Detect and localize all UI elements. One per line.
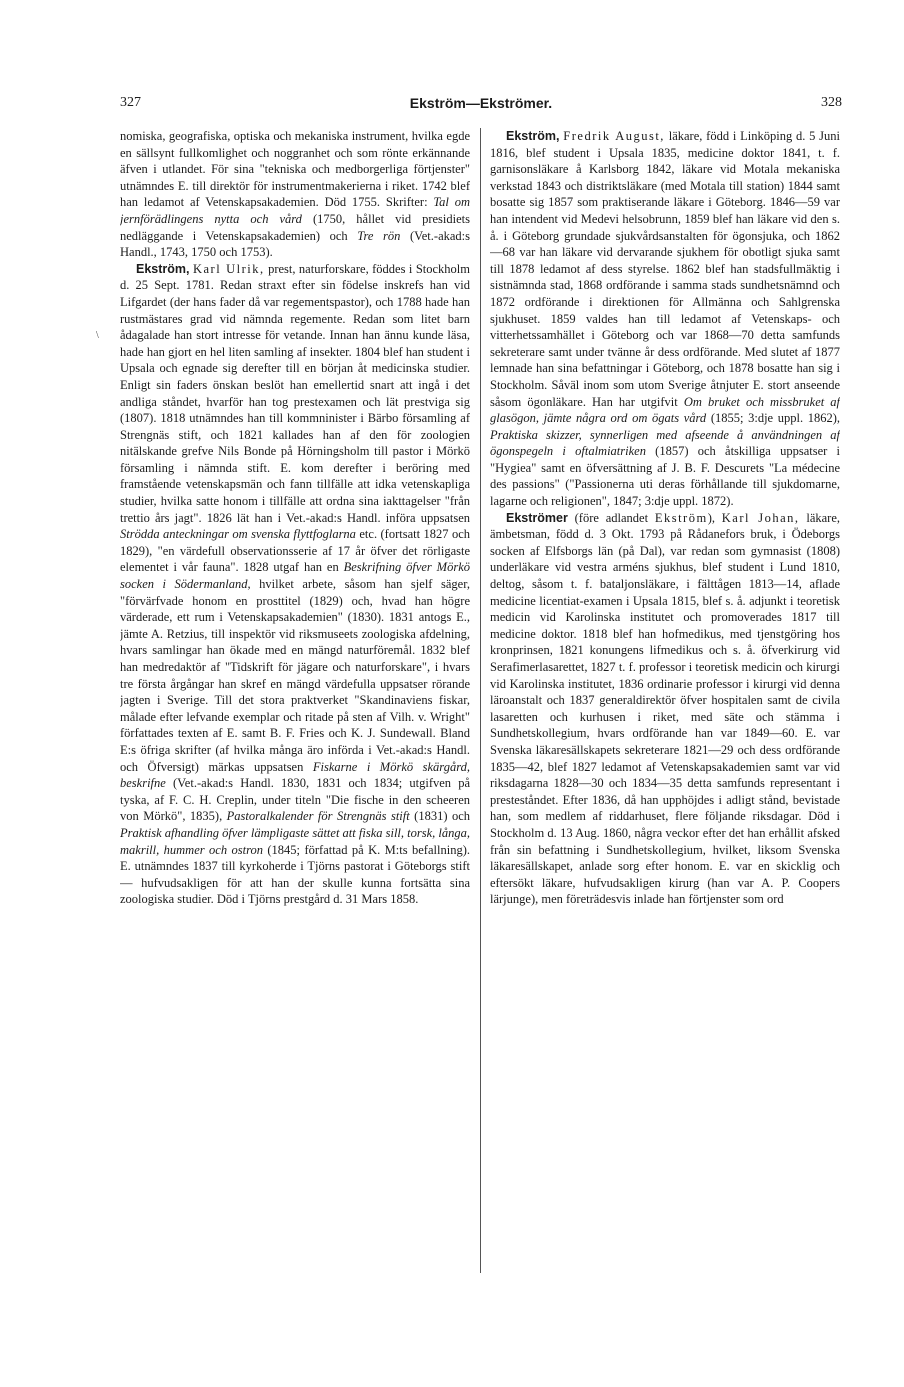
left-column [120, 128, 470, 1273]
running-title: Ekström—Ekströmer. [409, 95, 553, 111]
entry-ekstromer-karl-johan: Ekströmer (före adlandet Ekström), Karl Johan, läkare, ämbetsman, född d. 3 Okt. 1793 på Rådanefors bruk, i Ödeborgs socken af Elfsborgs län (på Dal), var redan som gymnasist (1808) underläkare vid vestra arméns sjukhus, blef student i Lund 1810, deltog, såsom t. f. bataljonsläkare, i fälttågen 1813—14, aflade medicine licentiat-examen i Upsala 1815, blef s. å. adjunkt i teoretisk medicin vid Karolinska institutet och promoverades 1817 till medicine doktor. 1818 blef han hofmedikus, med tjenstgöring hos kronprinsen, 1821 konungens lifmedikus och s. å. öfverkirurg vid Serafimerlasarettet, 1827 t. f. professor i teoretisk medicin och kirurgi vid Karolinska institutet, 1836 ordinarie professor i kirurgi vid denna läroanstalt och 1837 generaldirektör öfver hospitalen samt de civila lasaretten och kurhusen i riket, med säte och stämma i Sundhetskollegium, hvars ordförande han var 1849—60. E. var Svenska läkaresällskapets sekreterare 1821—29 och dess ordförande 1835—42, blef 1827 ledamot af Vetenskapsakademien samt var vid riksdagarna 1828—30 och 1834—35 detta samfunds representant i presteståndet. Efter 1836, då han upphöjdes i adligt stånd, bevistade han, som medlem af riddarhuset, flere följande riksdagar. Död i Stockholm d. 13 Aug. 1860, några veckor efter det han erhållit afsked från sin befattning i Sundhetskollegium, hvilket, liksom Svenska läkaresällskapet, anlade sorg efter honom. E. var en skicklig och eftersökt läkare, hufvudsakligen kirurg (han var A. P. Coopers lärjunge), men företrädesvis inlade han förtjenster som ord [490, 510, 840, 907]
column-divider [480, 128, 481, 1273]
margin-mark: \ [96, 330, 99, 341]
entry-ekstrom-karl-ulrik: Ekström, Karl Ulrik, prest, naturforskare, föddes i Stockholm d. 25 Sept. 1781. Redan straxt efter sin födelse inskrefs han vid Lifgardet (der hans fader då var regementspastor), och 1788 hade han rustmästares grad vid nämnda regemente. Redan som litet barn ådagalade han stort intresse för vetande. Innan han ännu kunde läsa, hade han gjort en hel liten samling af insekter. 1804 blef han student i Upsala och egnade sig derefter till en början åt medicinska studier. Enligt sin faders önskan beslöt han emellertid snart att ingå i det andliga ståndet, hvarför han tog prestexamen och lät prestviga sig (1807). 1818 utnämndes han till kommninister i Bärbo församling af Strengnäs stift, och 1821 kallades han af den för zoologien nitälskande grefve Nils Bonde på Hörningsholm till pastor i Mörkö församling i nämnda stift. E. kom derefter i beröring med framstående vetenskapsmän och fann tillfälle att idka vetenskapliga studier, hvilka satte honom i tillfälle att ordna sina iakttagelser "från trettio års jagt". 1826 lät han i Vet.-akad:s Handl. införa uppsatsen Strödda anteckningar om svenska flyttfoglarna etc. (fortsatt 1827 och 1829), "en värdefull observationsserie af 17 år öfver det rörligaste elementet i vår fauna". 1828 utgaf han en Beskrifning öfver Mörkö socken i Södermanland, hvilket arbete, såsom han sjelf säger, "förvärfvade honom en prosttitel (1829) och, hvad han högre värderade, ett rum i Vetenskapsakademien" (1830). 1831 antogs E., jämte A. Retzius, till inspektör vid riksmuseets zoologiska afdelning, hvars samlingar han ökade med en mängd naturföremål. 1832 blef han medredaktör af "Tidskrift för jägare och naturforskare", i hvars tre första årgångar han skref en mängd värdefulla uppsatser rörande jagten i Sverige. Till det stora praktverket "Skandinaviens fiskar, målade efter lefvande exemplar och ritade på sten af Vilh. v. Wright" författades texten af E. samt B. F. Fries och K. J. Sundewall. Bland E:s öfriga skrifter (af hvilka många äro införda i Vet.-akad:s Handl. och Öfversigt) märkas uppsatsen Fiskarne i Mörkö skärgård, beskrifne (Vet.-akad:s Handl. 1830, 1831 och 1834; utgifven på tyska, af F. C. H. Creplin, under titeln "Die fische in den scheeren von Mörkö", 1835), Pastoralkalender för Strengnäs stift (1831) och Praktisk afhandling öfver lämpligaste sättet att fiska sill, torsk, långa, makrill, hummer och ostron (1845; författad på K. M:ts befallning). E. utnämndes 1837 till kyrkoherde i Tjörns pastorat i Göteborgs stift — hufvudsakligen för att han der skulle kunna fortsätta sina zoologiska studier. Död i Tjörns prestgård d. 31 Mars 1858. [120, 261, 470, 907]
continued-entry-text: nomiska, geografiska, optiska och mekaniska instrument, hvilka egde en sällsynt fullkomlighet och noggranhet och som rönte erkännande äfven i utlandet. För sina "tekniska och medborgerliga förtjenster" utnämndes E. till direktör för instrumentmakerierna i riket. 1742 blef han ledamot af Vetenskapsakademien. Död 1755. Skrifter: Tal om jernförädlingens nytta och vård (1750, hållet vid presidiets nedläggande i Vetenskapsakademien) och Tre rön (Vet.-akad:s Handl., 1743, 1750 och 1753). [120, 129, 470, 260]
page-number-right: 328 [821, 95, 842, 110]
entry-headword: Ekströmer [506, 510, 568, 525]
entry-given-name: Fredrik August, [563, 129, 665, 143]
page-number-left: 327 [120, 95, 141, 110]
entry-headword: Ekström, [506, 129, 560, 143]
entry-ekstrom-fredrik-august: Ekström, Fredrik August, läkare, född i Linköping d. 5 Juni 1816, blef student i Upsala 1835, medicine doktor 1841, t. f. garnisonsläkare å Karlsborg 1842, läkare vid Motala mekaniska verkstad 1843 och distriktsläkare (med Motala till station) 1844 samt bosatte sig 1857 som praktiserande läkare i Göteborg. 1846—59 var han intendent vid Medevi helsobrunn, 1859 blef han läkare vid den s. å. i Göteborg grundade sjukvårdsanstalten för ögonsjuka, och 1862 —68 var han läkare vid dervarande sjukhem för obotligt sjuka samt till 1878 ledamot af dess styrelse. 1862 blef han stadsfullmäktig i sistnämnda stad, 1868 ordförande i samma stads sundhetsnämnd och 1872 ordförande i direktionen för Allmänna och Sahlgrenska sjukhuset. 1859 valdes han till ledamot af Vetenskaps- och vitterhetssamhället i Göteborg och var 1868—70 detta samfunds sekreterare samt under tvänne år dess ordförande. Med slutet af 1877 lemnade han sina befattningar i Göteborg, och 1878 bosatte han sig i Stockholm. Såväl inom som utom Sverige åtnjuter E. stort anseende såsom ögonläkare. Han har utgifvit Om bruket och missbruket af glasögon, jämte några ord om ögats vård (1855; 3:dje uppl. 1862), Praktiska skizzer, synnerligen med afseende å användningen af ögonspegeln i oftalmiatriken (1857) och åtskilliga uppsatser i "Hygiea" samt en öfversättning af J. B. F. Descurets "La médecine des passions" ("Passionerna uti deras förhållande till sjukdomarne, lagarne och religionen", 1847; 3:dje uppl. 1872). [490, 129, 840, 509]
page-header [120, 95, 842, 113]
entry-given-name: Karl Johan, [721, 510, 800, 525]
entry-headword: Ekström, [136, 261, 190, 276]
right-column [490, 128, 840, 1273]
entry-given-name: Karl Ulrik, [192, 261, 265, 276]
